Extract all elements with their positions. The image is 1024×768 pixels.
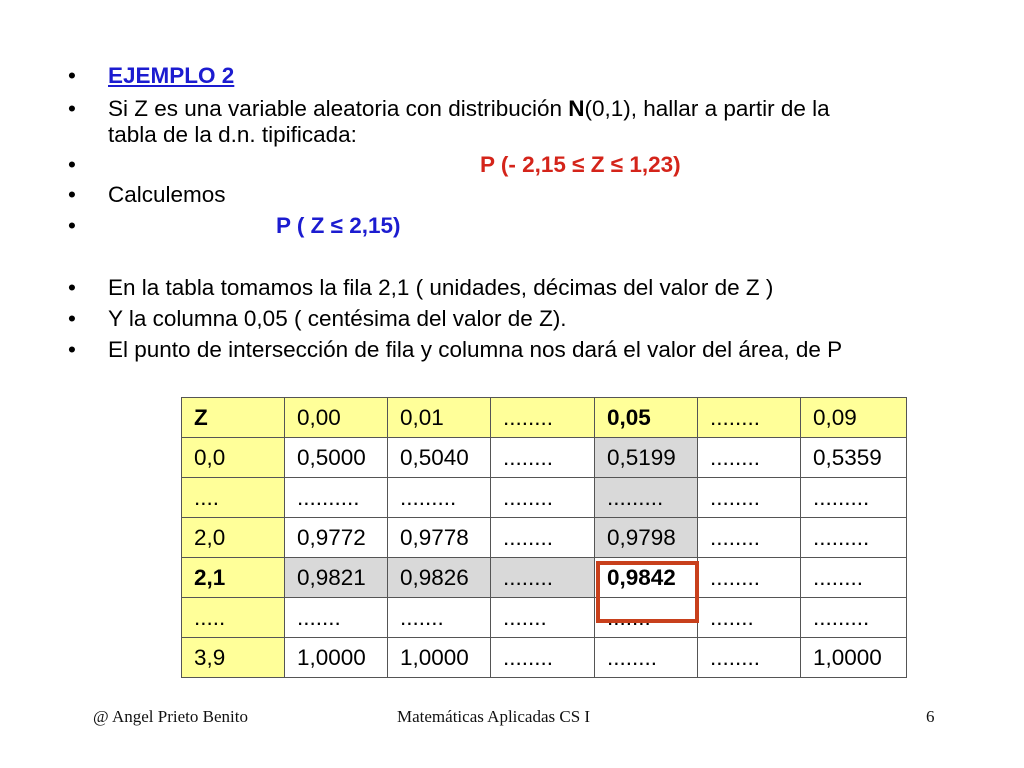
- z-cell: 3,9: [182, 638, 285, 678]
- row-text: En la tabla tomamos la fila 2,1 ( unidades, décimas del valor de Z ): [108, 275, 774, 300]
- table-cell: .........: [801, 478, 907, 518]
- bullet-probability-full: • P (- 2,15 ≤ Z ≤ 1,23): [68, 152, 968, 178]
- table-cell: 0,5199: [595, 438, 698, 478]
- header-cell: 0,01: [388, 398, 491, 438]
- table-cell: 0,5000: [285, 438, 388, 478]
- bullet-calc: • Calculemos: [68, 182, 968, 208]
- table-cell: 0,9821: [285, 558, 388, 598]
- table-cell: ........: [698, 638, 801, 678]
- header-cell: Z: [182, 398, 285, 438]
- table-cell: 0,5040: [388, 438, 491, 478]
- table-row: [182, 518, 907, 558]
- footer-course: Matemáticas Aplicadas CS I: [397, 707, 591, 726]
- table-cell: ........: [491, 518, 595, 558]
- table-cell: .......: [285, 598, 388, 638]
- table-cell: 0,9826: [388, 558, 491, 598]
- intersection-text: El punto de intersección de fila y columna nos dará el valor del área, de P: [108, 337, 843, 362]
- problem-text: Si Z es una variable aleatoria con distribución N(0,1), hallar a partir de la tabla de la d.n. tipificada:: [108, 96, 830, 147]
- table-cell: ........: [698, 478, 801, 518]
- table-cell: 0,9772: [285, 518, 388, 558]
- bullet-row: • En la tabla tomamos la fila 2,1 ( unidades, décimas del valor de Z ): [68, 275, 968, 301]
- table-cell: 1,0000: [388, 638, 491, 678]
- table-cell: .........: [801, 518, 907, 558]
- calc-label: Calculemos: [108, 182, 226, 207]
- probability-full: P (- 2,15 ≤ Z ≤ 1,23): [480, 152, 681, 177]
- intersection-cell: 0,9842: [595, 558, 698, 598]
- probability-part: P ( Z ≤ 2,15): [276, 213, 401, 238]
- bullet-column: • Y la columna 0,05 ( centésima del valor de Z).: [68, 306, 968, 332]
- table-row: [182, 438, 907, 478]
- header-cell: 0,09: [801, 398, 907, 438]
- header-cell: 0,05: [595, 398, 698, 438]
- table-row: [182, 478, 907, 518]
- footer-page-number: 6: [926, 707, 935, 726]
- table-cell: ........: [491, 638, 595, 678]
- table-cell: 1,0000: [801, 638, 907, 678]
- normal-distribution-table: [181, 397, 907, 678]
- table-cell: ........: [595, 638, 698, 678]
- z-cell: .....: [182, 598, 285, 638]
- table-row: [182, 638, 907, 678]
- z-cell: 2,1: [182, 558, 285, 598]
- table-cell: ........: [698, 558, 801, 598]
- example-heading: EJEMPLO 2: [108, 63, 235, 88]
- table-cell: ..........: [285, 478, 388, 518]
- header-cell: ........: [491, 398, 595, 438]
- table-cell: ........: [491, 438, 595, 478]
- table-row: [182, 598, 907, 638]
- table-cell: .......: [491, 598, 595, 638]
- z-cell: 0,0: [182, 438, 285, 478]
- table-cell: ........: [698, 438, 801, 478]
- table-cell: 0,5359: [801, 438, 907, 478]
- table-cell: .......: [595, 598, 698, 638]
- table-cell: ........: [801, 558, 907, 598]
- table-cell: 1,0000: [285, 638, 388, 678]
- z-cell: 2,0: [182, 518, 285, 558]
- table-cell: .......: [698, 598, 801, 638]
- table-cell: ........: [491, 478, 595, 518]
- z-cell: ....: [182, 478, 285, 518]
- bullet-problem: • Si Z es una variable aleatoria con distribución N(0,1), hallar a partir de la tabla de la d.n. tipificada:: [68, 96, 968, 148]
- table-cell: ........: [491, 558, 595, 598]
- table-cell: .........: [595, 478, 698, 518]
- table-cell: .........: [801, 598, 907, 638]
- column-text: Y la columna 0,05 ( centésima del valor de Z).: [108, 306, 567, 331]
- bullet-probability-part: • P ( Z ≤ 2,15): [68, 213, 968, 239]
- table-header-row: [182, 398, 907, 438]
- bullet-intersection: • El punto de intersección de fila y columna nos dará el valor del área, de P: [68, 337, 968, 363]
- bullet-heading: • EJEMPLO 2: [68, 63, 968, 89]
- table-cell: ........: [698, 518, 801, 558]
- footer-author: @ Angel Prieto Benito: [93, 707, 248, 726]
- header-cell: ........: [698, 398, 801, 438]
- table-row-highlighted: [182, 558, 907, 598]
- table-cell: 0,9798: [595, 518, 698, 558]
- table-cell: 0,9778: [388, 518, 491, 558]
- table-cell: .........: [388, 478, 491, 518]
- table-cell: .......: [388, 598, 491, 638]
- header-cell: 0,00: [285, 398, 388, 438]
